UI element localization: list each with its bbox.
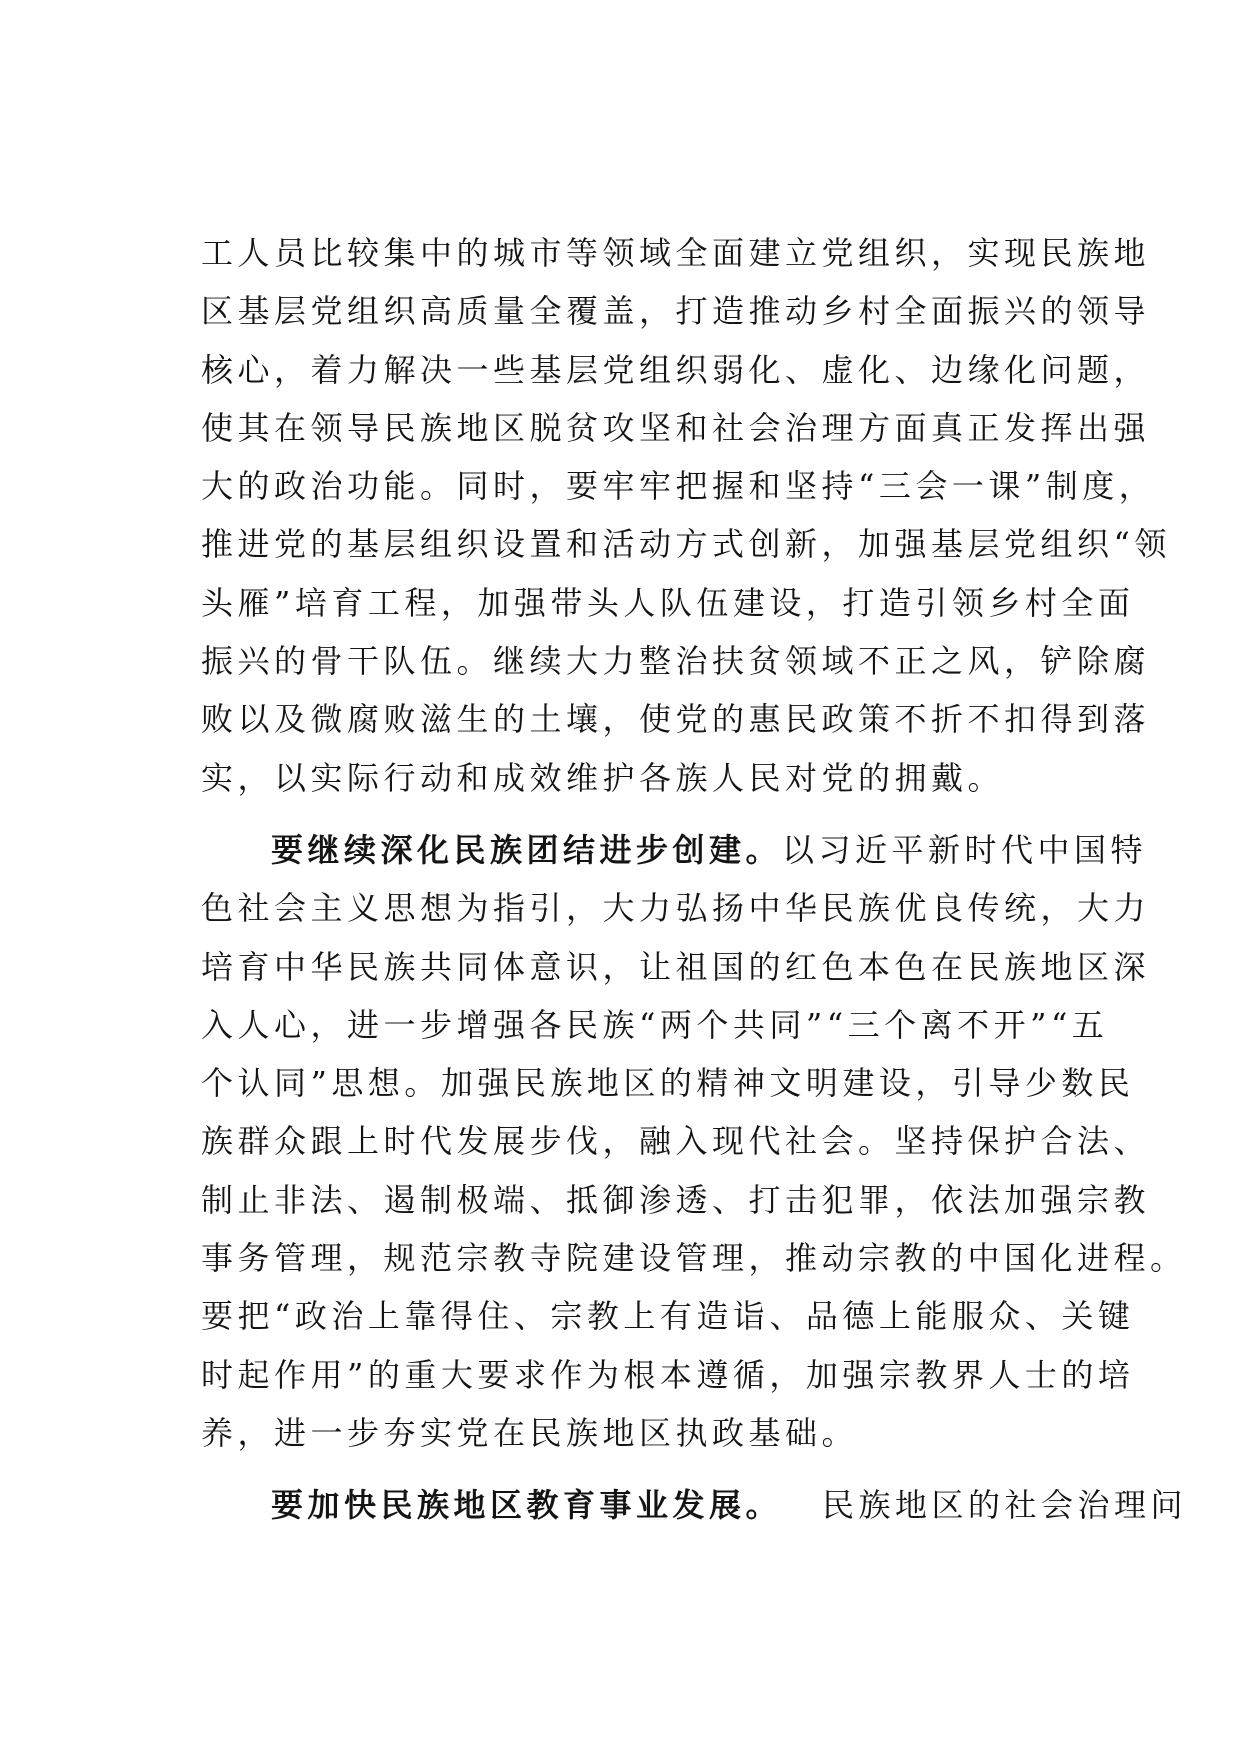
text-line: 使其在领导民族地区脱贫攻坚和社会治理方面真正发挥出强: [201, 408, 1151, 447]
paragraph: [201, 1476, 1188, 1534]
section-heading: 要加快民族地区教育事业发展。: [271, 1486, 783, 1525]
text-fragment: 以习近平新时代中国特: [782, 830, 1148, 869]
text-line: 培育中华民族共同体意识，让祖国的红色本色在民族地区深: [201, 947, 1151, 986]
text-line: 大的政治功能。同时，要牢牢把握和坚持“三会一课”制度，: [201, 467, 1156, 506]
text-line: 时起作用”的重大要求作为根本遵循，加强宗教界人士的培: [201, 1355, 1135, 1394]
paragraph: [201, 821, 1187, 1462]
paragraph: [201, 224, 1171, 807]
text-line: 实，以实际行动和成效维护各族人民对党的拥戴。: [201, 758, 1005, 797]
text-line: 头雁”培育工程，加强带头人队伍建设，打造引领乡村全面: [201, 583, 1135, 622]
text-line: 败以及微腐败滋生的土壤，使党的惠民政策不折不扣得到落: [201, 700, 1151, 739]
text-line: [201, 1476, 1188, 1534]
text-line: 族群众跟上时代发展步伐，融入现代社会。坚持保护合法、: [201, 1122, 1151, 1161]
section-heading: 要继续深化民族团结进步创建。: [271, 830, 783, 869]
text-line: [201, 821, 1148, 879]
text-line: 区基层党组织高质量全覆盖，打造推动乡村全面振兴的领导: [201, 292, 1151, 331]
text-line: 制止非法、遏制极端、抵御渗透、打击犯罪，依法加强宗教: [201, 1180, 1151, 1219]
text-line: 工人员比较集中的城市等领域全面建立党组织，实现民族地: [201, 234, 1151, 272]
text-line: 入人心，进一步增强各民族“两个共同”“三个离不开”“五: [201, 1005, 1109, 1044]
text-line: 个认同”思想。加强民族地区的精神文明建设，引导少数民: [201, 1064, 1135, 1103]
text-line: 核心，着力解决一些基层党组织弱化、虚化、边缘化问题，: [201, 350, 1151, 389]
text-line: 养，进一步夯实党在民族地区执政基础。: [201, 1413, 859, 1452]
text-line: 要把“政治上靠得住、宗教上有造诣、品德上能服众、关键: [201, 1297, 1135, 1336]
text-fragment: 民族地区的社会治理问: [822, 1486, 1188, 1525]
text-line: 振兴的骨干队伍。继续大力整治扶贫领域不正之风，铲除腐: [201, 642, 1151, 681]
document-body: [201, 224, 1188, 1535]
text-line: 推进党的基层组织设置和活动方式创新，加强基层党组织“领: [201, 525, 1171, 564]
text-line: 色社会主义思想为指引，大力弘扬中华民族优良传统，大力: [201, 889, 1151, 928]
text-line: 事务管理，规范宗教寺院建设管理，推动宗教的中国化进程。: [201, 1239, 1187, 1278]
